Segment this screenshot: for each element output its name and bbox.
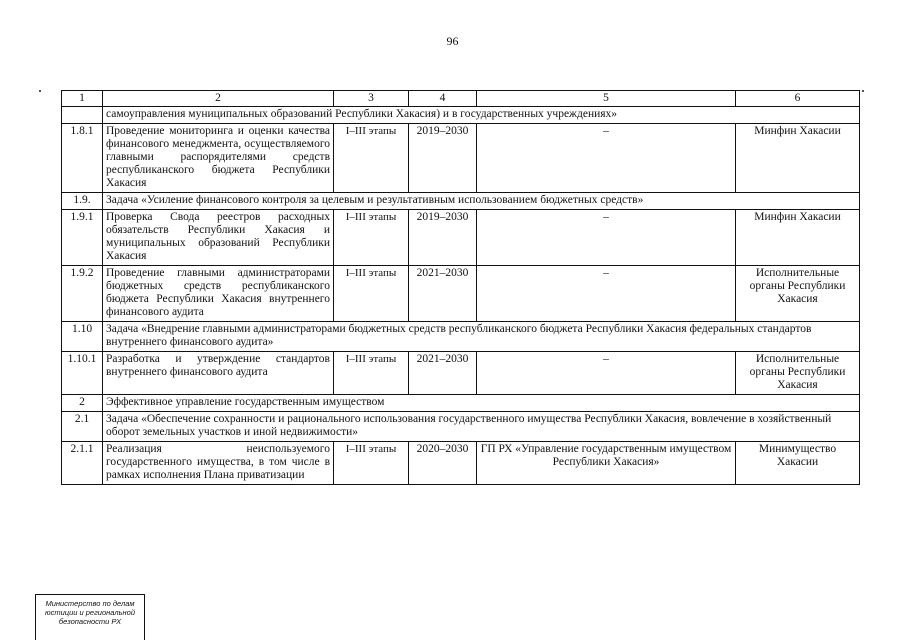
row-number: 2.1 (62, 412, 103, 442)
table-row (62, 124, 860, 193)
task-row (62, 322, 860, 352)
measures-table (61, 90, 860, 485)
executor-cell: Минимущество Хакасии (736, 442, 860, 485)
stamp-line-1: Министерство по делам (45, 599, 135, 608)
row-number: 2.1.1 (62, 442, 103, 485)
scan-mark-right (862, 90, 864, 92)
program-cell: ГП РХ «Управление государственным имуществом Республики Хакасия» (477, 442, 736, 485)
task-title: Эффективное управление государственным имуществом (103, 395, 860, 412)
years-cell: 2019–2030 (409, 210, 477, 266)
task-title: Задача «Усиление финансового контроля за целевым и результативным использованием бюджетных средств» (103, 193, 860, 210)
row-number: 1.9.1 (62, 210, 103, 266)
table-header-row (62, 91, 860, 107)
program-cell: – (477, 124, 736, 193)
row-number: 1.8.1 (62, 124, 103, 193)
program-cell: – (477, 266, 736, 322)
stamp-line-3: безопасности РХ (58, 617, 122, 626)
program-cell: – (477, 352, 736, 395)
stages-cell: I–III этапы (334, 442, 409, 485)
scan-mark-left (39, 90, 41, 92)
row-number: 1.9. (62, 193, 103, 210)
table-row (62, 352, 860, 395)
column-header-3: 3 (334, 91, 409, 107)
task-row (62, 193, 860, 210)
stages-cell: I–III этапы (334, 266, 409, 322)
stages-cell: I–III этапы (334, 352, 409, 395)
measure-name: Проверка Свода реестров расходных обязательств Республики Хакасия и муниципальных образований Республики Хакасия (103, 210, 334, 266)
page-number: 96 (446, 34, 459, 48)
column-header-1: 1 (62, 91, 103, 107)
years-cell: 2020–2030 (409, 442, 477, 485)
task-row (62, 412, 860, 442)
continuation-num-cell (62, 107, 103, 124)
executor-cell: Минфин Хакасии (736, 210, 860, 266)
task-title: Задача «Обеспечение сохранности и рационального использования государственного имущества Республики Хакасия, вовлечение в хозяйственный оборот земельных участков и иной недвижимости» (103, 412, 860, 442)
executor-cell: Исполнительные органы Республики Хакасия (736, 266, 860, 322)
task-row (62, 395, 860, 412)
executor-cell: Минфин Хакасии (736, 124, 860, 193)
continuation-row (62, 107, 860, 124)
row-number: 1.10.1 (62, 352, 103, 395)
executor-cell: Исполнительные органы Республики Хакасия (736, 352, 860, 395)
measure-name: Разработка и утверждение стандартов внутреннего финансового аудита (103, 352, 334, 395)
table-row (62, 442, 860, 485)
ministry-stamp (35, 594, 145, 640)
column-header-4: 4 (409, 91, 477, 107)
row-number: 2 (62, 395, 103, 412)
column-header-5: 5 (477, 91, 736, 107)
measure-name: Проведение мониторинга и оценки качества финансового менеджмента, осуществляемого главными распорядителями средств республиканского бюджета Республики Хакасия (103, 124, 334, 193)
row-number: 1.10 (62, 322, 103, 352)
table-row (62, 210, 860, 266)
measure-name: Проведение главными администраторами бюджетных средств республиканского бюджета Республики Хакасия внутреннего финансового аудита (103, 266, 334, 322)
column-header-6: 6 (736, 91, 860, 107)
stages-cell: I–III этапы (334, 124, 409, 193)
column-header-2: 2 (103, 91, 334, 107)
stamp-line-2: юстиции и региональной (44, 608, 136, 617)
years-cell: 2019–2030 (409, 124, 477, 193)
measure-name: Реализация неиспользуемого государственного имущества, в том числе в рамках исполнения Плана приватизации (103, 442, 334, 485)
years-cell: 2021–2030 (409, 266, 477, 322)
row-number: 1.9.2 (62, 266, 103, 322)
continuation-text: самоуправления муниципальных образований Республики Хакасия) и в государственных учреждениях» (103, 107, 860, 124)
program-cell: – (477, 210, 736, 266)
stages-cell: I–III этапы (334, 210, 409, 266)
years-cell: 2021–2030 (409, 352, 477, 395)
task-title: Задача «Внедрение главными администраторами бюджетных средств республиканского бюджета Республики Хакасия федеральных стандартов внутреннего финансового аудита» (103, 322, 860, 352)
table-row (62, 266, 860, 322)
